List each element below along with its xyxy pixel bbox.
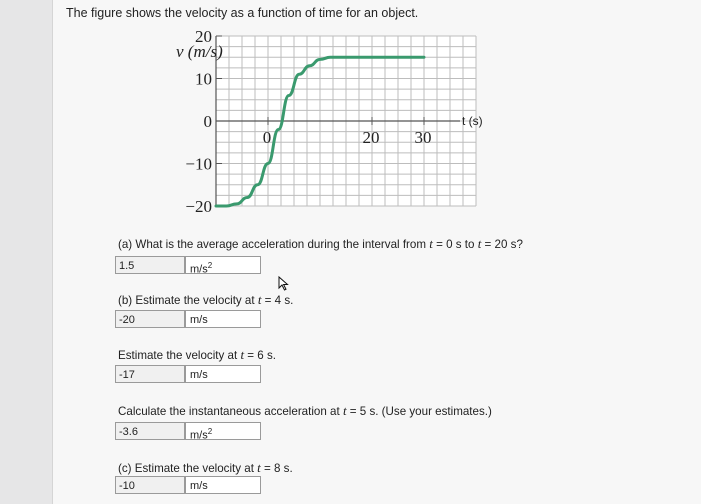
x-axis-label: t (s) <box>462 114 483 128</box>
velocity-time-graph <box>160 27 483 221</box>
y-tick-label: −10 <box>185 154 212 174</box>
unit-label-a: $m/s^2$ <box>185 256 261 274</box>
unit-label-c: m/s <box>185 476 261 494</box>
answer-field-b3[interactable]: -3.6 <box>115 422 185 440</box>
answer-field-b2[interactable]: -17 <box>115 365 185 383</box>
unit-label-b3: $m/s^2$ <box>185 422 261 440</box>
y-tick-label: 10 <box>195 69 212 89</box>
answer-field-b[interactable]: -20 <box>115 310 185 328</box>
answer-field-c[interactable]: -10 <box>115 476 185 494</box>
problem-intro: The figure shows the velocity as a function of time for an object. <box>66 6 419 20</box>
x-tick-label: 30 <box>414 128 432 147</box>
question-b3-text: Calculate the instantaneous acceleration at t = 5 s. (Use your estimates.) <box>118 403 492 418</box>
y-axis-label: v (m/s) <box>176 42 223 61</box>
x-tick-label: 20 <box>362 128 380 147</box>
y-tick-label: 20 <box>195 27 212 46</box>
unit-label-b2: m/s <box>185 365 261 383</box>
question-b-text: (b) Estimate the velocity at t = 4 s. <box>118 292 294 307</box>
question-c-text: (c) Estimate the velocity at t = 8 s. <box>118 460 293 475</box>
x-tick-label: 0 <box>262 128 272 147</box>
unit-label-b: m/s <box>185 310 261 328</box>
question-b2-text: Estimate the velocity at t = 6 s. <box>118 347 276 362</box>
question-a-text: (a) What is the average acceleration during the interval from t = 0 s to t = 20 s? <box>118 236 523 251</box>
y-tick-label: −20 <box>185 197 212 216</box>
answer-field-a[interactable]: 1.5 <box>115 256 185 274</box>
mouse-cursor-icon <box>278 276 290 292</box>
y-tick-label: 0 <box>203 112 212 131</box>
